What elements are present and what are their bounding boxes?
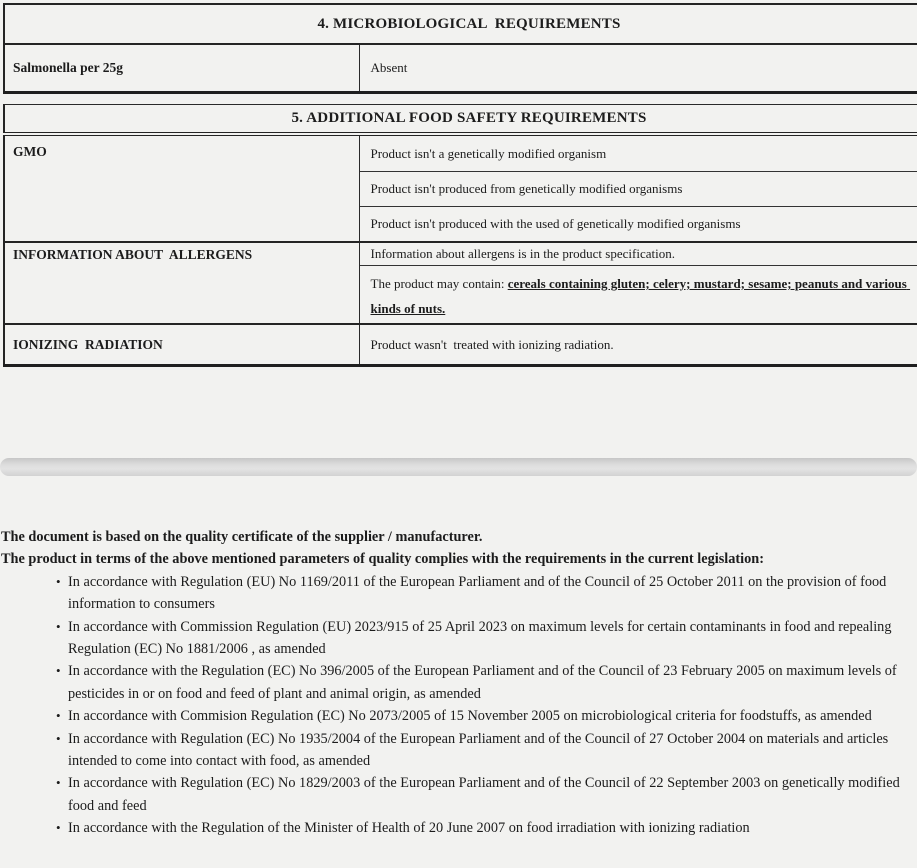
bullet-icon: • [56,618,61,634]
allergens-statement-2 [359,266,917,325]
list-item [55,817,905,839]
parameter-value-salmonella: Absent [370,60,408,75]
list-item [55,728,905,773]
bullet-icon: • [56,573,61,589]
list-item [55,705,905,727]
parameter-label-allergens: INFORMATION ABOUT ALLERGENS [4,242,359,324]
ionizing-statement: Product wasn't treated with ionizing radiation. [359,324,917,366]
parameter-label-ionizing: IONIZING RADIATION [4,324,359,366]
regulation-bullet-7: In accordance with the Regulation of the Minister of Health of 20 June 2007 on food irradiation with ionizing radiation [68,820,750,837]
legal-lead-line-2: The product in terms of the above mentioned parameters of quality complies with the requirements in the current legislation: [1,551,764,568]
regulations-list [0,571,905,840]
table-row [4,44,917,93]
table-row [4,324,917,366]
parameter-label-gmo: GMO [4,134,359,242]
list-item [55,571,905,616]
legal-text-block [0,526,905,840]
bullet-icon: • [56,730,61,746]
gmo-statement-3: Product isn't produced with the used of genetically modified organisms [359,207,917,243]
gmo-statement-1: Product isn't a genetically modified organism [370,145,607,161]
bullet-icon: • [56,708,61,724]
section4-header: 4. MICROBIOLOGICAL REQUIREMENTS [4,4,917,44]
microbiological-requirements-table [3,3,917,94]
list-item [55,772,905,817]
allergens-statement-prefix: The product may contain: [370,276,508,291]
parameter-label-salmonella: Salmonella per 25g [4,44,359,93]
list-item [55,660,905,705]
bullet-icon: • [56,663,61,679]
regulation-bullet-6: In accordance with Regulation (EC) No 1829/2003 of the European Parliament and of the Council of 22 September 2003 on genetically modified food and feed [68,775,904,814]
section-divider-bar [0,458,917,476]
allergens-statement-1: Information about allergens is in the product specification. [359,242,917,266]
additional-food-safety-table [3,104,917,367]
table-row [4,242,917,266]
bullet-icon: • [56,820,61,836]
regulation-bullet-5: In accordance with Regulation (EC) No 1935/2004 of the European Parliament and of the Council of 27 October 2004 on materials and articles intended to come into contact with food, as amended [68,730,892,770]
bullet-icon: • [56,775,61,791]
regulation-bullet-2: In accordance with Commission Regulation (EU) 2023/915 of 25 April 2023 on maximum levels for certain contaminants in food and repealing Regulation (EC) No 1881/2006 , as amended [68,618,896,658]
regulation-bullet-4: In accordance with Commision Regulation (EC) No 2073/2005 of 15 November 2005 on microbiological criteria for foodstuffs, as amended [68,708,872,725]
gmo-statement-2: Product isn't produced from genetically modified organisms [359,172,917,207]
section5-header: 5. ADDITIONAL FOOD SAFETY REQUIREMENTS [4,105,917,135]
regulation-bullet-1: In accordance with Regulation (EU) No 1169/2011 of the European Parliament and of the Council of 25 October 2011 on the provision of food information to consumers [68,573,890,613]
table-row [4,134,917,172]
list-item [55,616,905,661]
allergens-list-emphasis: cereals containing gluten; celery; mustard; sesame; peanuts and various kinds of nuts. [370,276,911,316]
legal-lead-line-1: The document is based on the quality certificate of the supplier / manufacturer. [1,529,483,545]
regulation-bullet-3: In accordance with the Regulation (EC) No 396/2005 of the European Parliament and of the Council of 23 February 2005 on maximum levels of pesticides in or on food and feed of plant and animal origin, as amended [68,663,901,702]
